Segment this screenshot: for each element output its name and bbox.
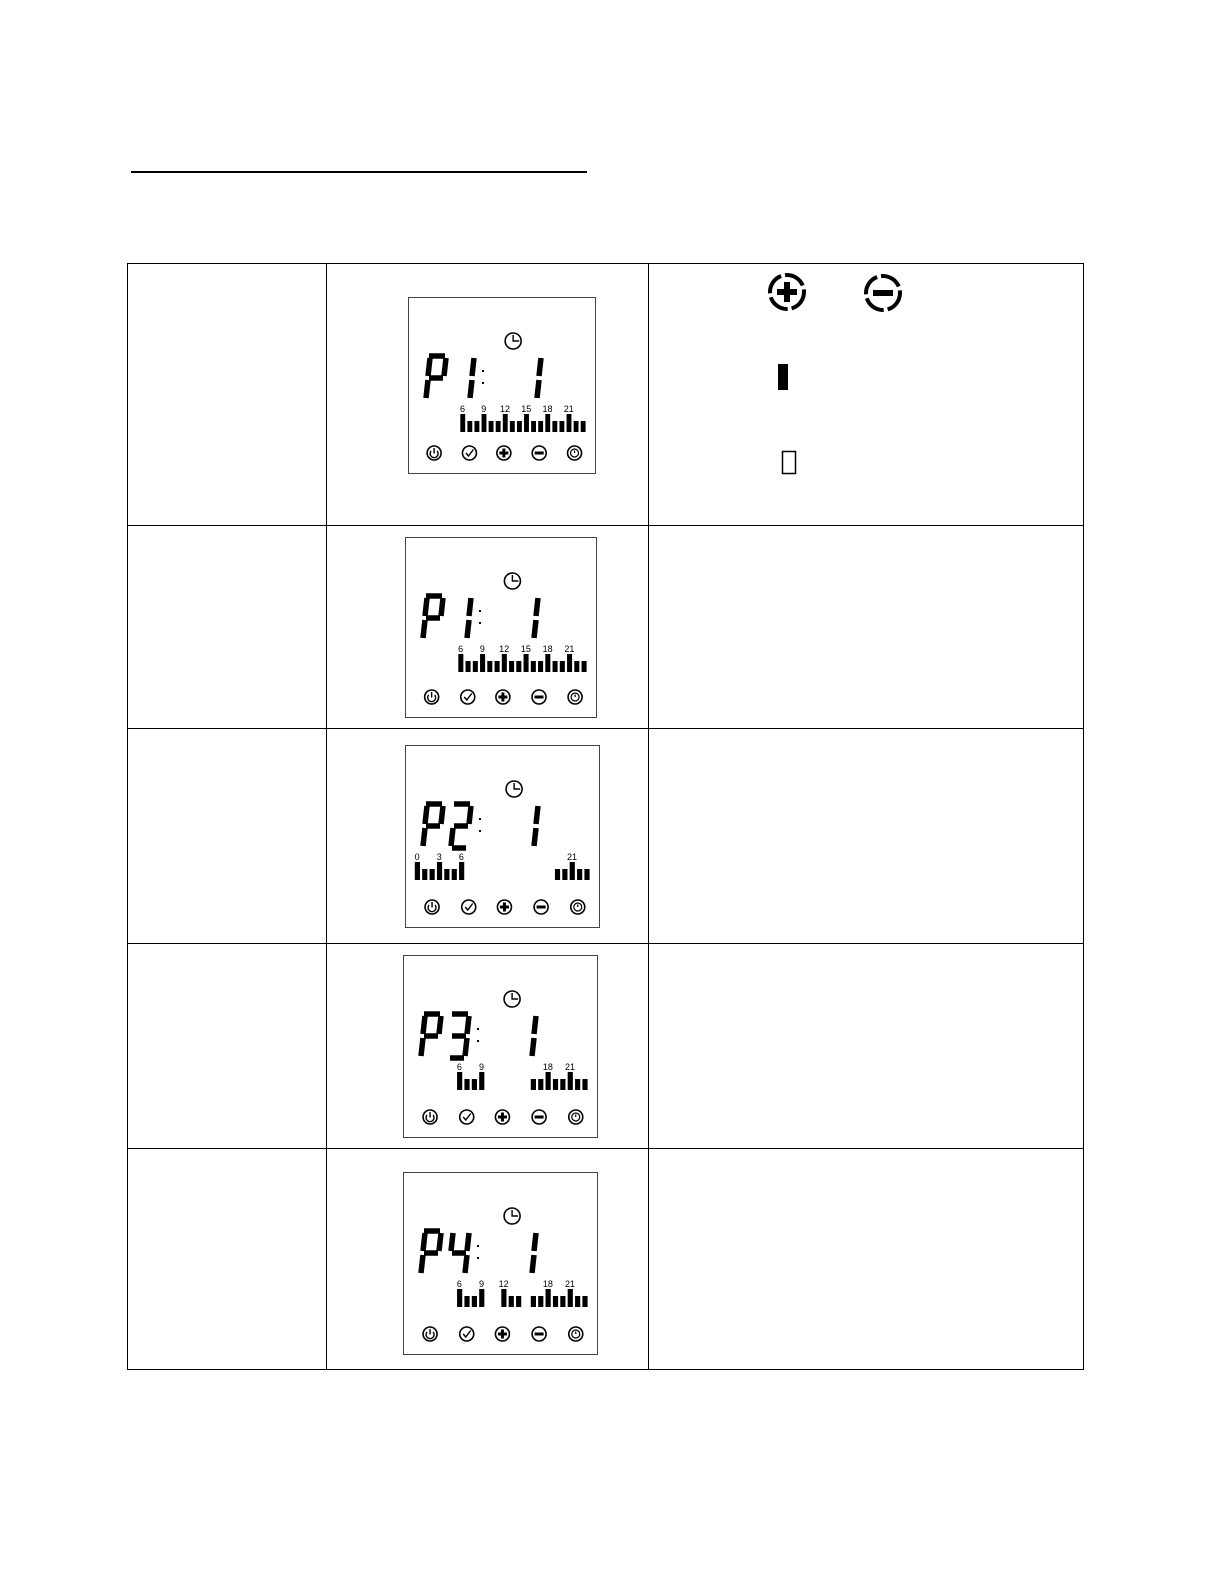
hour-bar: [531, 1079, 536, 1090]
hour-bar: [452, 869, 457, 880]
program-number: [470, 358, 474, 398]
hour-bar: [479, 1289, 484, 1307]
hour-bar: [516, 661, 521, 672]
hour-bar: [568, 1072, 573, 1090]
hour-bar: [582, 1296, 587, 1307]
hour-bar: [509, 661, 514, 672]
hour-bar: [459, 862, 464, 880]
plus-icon: [497, 900, 511, 914]
hour-bar: [458, 654, 463, 672]
minus-icon: [866, 276, 900, 310]
display-cell: [327, 729, 649, 944]
description-cell: [649, 526, 1084, 729]
minus-button[interactable]: [532, 446, 546, 460]
clock-button[interactable]: [569, 1110, 583, 1124]
filled-bar-icon: [778, 364, 788, 390]
hour-bar: [524, 654, 529, 672]
hour-label: 9: [481, 404, 487, 414]
plus-icon: [495, 1110, 509, 1124]
hour-label: 21: [565, 1062, 576, 1072]
display-cell: [327, 944, 649, 1149]
hour-bar: [472, 1296, 477, 1307]
hour-bar: [538, 1296, 543, 1307]
hour-bar: [517, 421, 522, 432]
hour-bar: [464, 1296, 469, 1307]
hour-bar: [466, 661, 471, 672]
colon-separator: [479, 610, 481, 624]
clock-button[interactable]: [568, 690, 582, 704]
hour-bar: [415, 862, 420, 880]
hour-bar: [538, 661, 543, 672]
minus-button[interactable]: [532, 1110, 546, 1124]
clock-icon: [568, 446, 582, 460]
display-cell: [327, 1149, 649, 1370]
clock-button[interactable]: [569, 1327, 583, 1341]
minus-icon: [532, 1110, 546, 1124]
plus-icon: [497, 446, 511, 460]
hour-label: 18: [542, 1279, 553, 1289]
hour-label: 18: [542, 404, 553, 414]
hour-bar: [581, 421, 586, 432]
power-icon: [425, 900, 439, 914]
hour-bar: [584, 869, 589, 880]
hour-bar: [516, 1296, 521, 1307]
hour-bar: [552, 421, 557, 432]
minus-icon: [532, 690, 546, 704]
confirm-button[interactable]: [462, 446, 476, 460]
plus-button[interactable]: [497, 900, 511, 914]
day-digit: [532, 1016, 536, 1056]
hour-bar: [495, 661, 500, 672]
plus-icon: [770, 275, 804, 309]
hour-bar: [560, 661, 565, 672]
plus-icon: [495, 1327, 509, 1341]
day-digit: [532, 1233, 536, 1273]
power-icon: [425, 690, 439, 704]
clock-icon: [568, 690, 582, 704]
minus-icon: [532, 1327, 546, 1341]
hour-bar: [473, 661, 478, 672]
plus-button[interactable]: [496, 690, 510, 704]
check-icon: [460, 1327, 474, 1341]
hour-bar: [546, 1289, 551, 1307]
hour-bar: [496, 421, 501, 432]
hour-bar: [531, 421, 536, 432]
clock-icon: [569, 1110, 583, 1124]
hour-bar: [430, 869, 435, 880]
hour-label: 6: [460, 404, 466, 414]
hour-label: 15: [521, 404, 532, 414]
hour-bar: [502, 654, 507, 672]
hour-bar: [582, 1079, 587, 1090]
lcd-display: [408, 297, 596, 474]
power-button[interactable]: [425, 900, 439, 914]
power-icon: [423, 1327, 437, 1341]
plus-icon: [496, 690, 510, 704]
description-cell: [649, 729, 1084, 944]
hour-bar: [570, 862, 575, 880]
colon-separator: [482, 370, 484, 384]
hour-bar: [487, 661, 492, 672]
hour-bar: [457, 1072, 462, 1090]
hour-bar: [509, 1296, 514, 1307]
hour-label: 9: [479, 1279, 485, 1289]
minus-button[interactable]: [532, 690, 546, 704]
check-icon: [460, 1110, 474, 1124]
program-label-cell: [128, 1149, 327, 1370]
clock-button[interactable]: [568, 446, 582, 460]
hour-label: 18: [542, 644, 553, 654]
program-table: [127, 263, 1084, 1370]
title-underline: [131, 171, 587, 173]
hour-bar: [574, 661, 579, 672]
program-letter: [421, 1231, 441, 1273]
confirm-button[interactable]: [460, 1327, 474, 1341]
colon-separator: [477, 1245, 479, 1259]
program-label-cell: [128, 729, 327, 944]
check-icon: [461, 690, 475, 704]
hour-bar: [531, 1296, 536, 1307]
hour-label: 6: [458, 852, 464, 862]
program-label-cell: [128, 944, 327, 1149]
hour-label: 12: [500, 404, 511, 414]
colon-separator: [479, 818, 481, 832]
table-row: [128, 264, 1084, 526]
program-letter: [423, 804, 443, 846]
hour-bar: [501, 1289, 506, 1307]
hour-bar: [489, 421, 494, 432]
hour-bar: [568, 1289, 573, 1307]
hour-bar: [464, 1079, 469, 1090]
power-button[interactable]: [423, 1327, 437, 1341]
clock-symbol-icon: [504, 1208, 520, 1224]
hour-bar: [538, 421, 543, 432]
hour-bar: [577, 869, 582, 880]
program-letter: [426, 356, 446, 398]
hour-bar: [559, 421, 564, 432]
hour-bar: [482, 414, 487, 432]
hour-bar: [545, 654, 550, 672]
lcd-display: [403, 955, 598, 1138]
hour-bar: [567, 414, 572, 432]
hour-label: 21: [567, 852, 578, 862]
confirm-button[interactable]: [460, 1110, 474, 1124]
table-row: [128, 944, 1084, 1149]
hour-bar: [553, 1079, 558, 1090]
display-cell: [327, 526, 649, 729]
lcd-display: [405, 537, 597, 718]
lcd-display: [405, 745, 600, 928]
hour-bar: [437, 862, 442, 880]
clock-symbol-icon: [504, 573, 520, 589]
legend-icons: [649, 264, 1084, 524]
hour-bar: [560, 1079, 565, 1090]
check-icon: [462, 900, 476, 914]
hour-bar: [567, 654, 572, 672]
hour-bar: [531, 661, 536, 672]
hour-label: 6: [456, 1279, 462, 1289]
plus-button[interactable]: [495, 1327, 509, 1341]
hour-bar: [538, 1079, 543, 1090]
hour-bar: [524, 414, 529, 432]
hour-bar: [467, 421, 472, 432]
clock-symbol-icon: [506, 781, 522, 797]
hour-bar: [574, 421, 579, 432]
hour-bar: [546, 1072, 551, 1090]
program-number: [467, 598, 471, 638]
clock-symbol-icon: [504, 991, 520, 1007]
day-digit: [534, 598, 538, 638]
hour-bar: [553, 1296, 558, 1307]
hour-label: 3: [436, 852, 442, 862]
day-digit: [534, 806, 538, 846]
program-label-cell: [128, 526, 327, 729]
description-cell: [649, 1149, 1084, 1370]
hour-label: 9: [479, 644, 485, 654]
power-icon: [423, 1110, 437, 1124]
hour-bar: [479, 1072, 484, 1090]
power-button[interactable]: [425, 690, 439, 704]
hour-label: 21: [564, 644, 575, 654]
hour-label: 6: [456, 1062, 462, 1072]
hour-label: 9: [479, 1062, 485, 1072]
hour-bar: [472, 1079, 477, 1090]
hour-bar: [510, 421, 515, 432]
power-icon: [427, 446, 441, 460]
table-row: [128, 729, 1084, 944]
program-label-cell: [128, 264, 327, 526]
description-cell: [649, 264, 1084, 526]
hour-label: 21: [563, 404, 574, 414]
minus-icon: [534, 900, 548, 914]
hour-label: 6: [458, 644, 464, 654]
hour-label: 15: [520, 644, 531, 654]
hour-bar: [575, 1296, 580, 1307]
program-number: [451, 804, 471, 848]
clock-button[interactable]: [571, 900, 585, 914]
hour-bar: [444, 869, 449, 880]
confirm-button[interactable]: [462, 900, 476, 914]
program-number: [450, 1014, 469, 1058]
hour-bar: [575, 1079, 580, 1090]
hour-bar: [545, 414, 550, 432]
hour-label: 12: [499, 644, 510, 654]
table-row: [128, 526, 1084, 729]
description-cell: [649, 944, 1084, 1149]
hour-bar: [555, 869, 560, 880]
hour-bar: [422, 869, 427, 880]
minus-button[interactable]: [532, 1327, 546, 1341]
hour-label: 0: [414, 852, 420, 862]
hour-bar: [560, 1296, 565, 1307]
hour-bar: [582, 661, 587, 672]
hour-bar: [474, 421, 479, 432]
power-button[interactable]: [427, 446, 441, 460]
lcd-display: [403, 1172, 598, 1355]
program-letter: [423, 596, 443, 638]
minus-button[interactable]: [534, 900, 548, 914]
hour-label: 18: [542, 1062, 553, 1072]
clock-icon: [571, 900, 585, 914]
minus-icon: [532, 446, 546, 460]
hour-bar: [460, 414, 465, 432]
display-cell: [327, 264, 649, 526]
table-row: [128, 1149, 1084, 1370]
program-number: [451, 1233, 469, 1273]
hour-bar: [503, 414, 508, 432]
hour-label: 21: [565, 1279, 576, 1289]
hour-bar: [480, 654, 485, 672]
hour-label: 12: [498, 1279, 509, 1289]
hour-bar: [457, 1289, 462, 1307]
confirm-button[interactable]: [461, 690, 475, 704]
hour-bar: [553, 661, 558, 672]
program-letter: [421, 1014, 441, 1056]
plus-button[interactable]: [497, 446, 511, 460]
power-button[interactable]: [423, 1110, 437, 1124]
day-digit: [537, 358, 541, 398]
hour-bar: [562, 869, 567, 880]
colon-separator: [477, 1028, 479, 1042]
empty-bar-icon: [783, 452, 796, 474]
check-icon: [462, 446, 476, 460]
clock-symbol-icon: [505, 333, 521, 349]
clock-icon: [569, 1327, 583, 1341]
plus-button[interactable]: [495, 1110, 509, 1124]
